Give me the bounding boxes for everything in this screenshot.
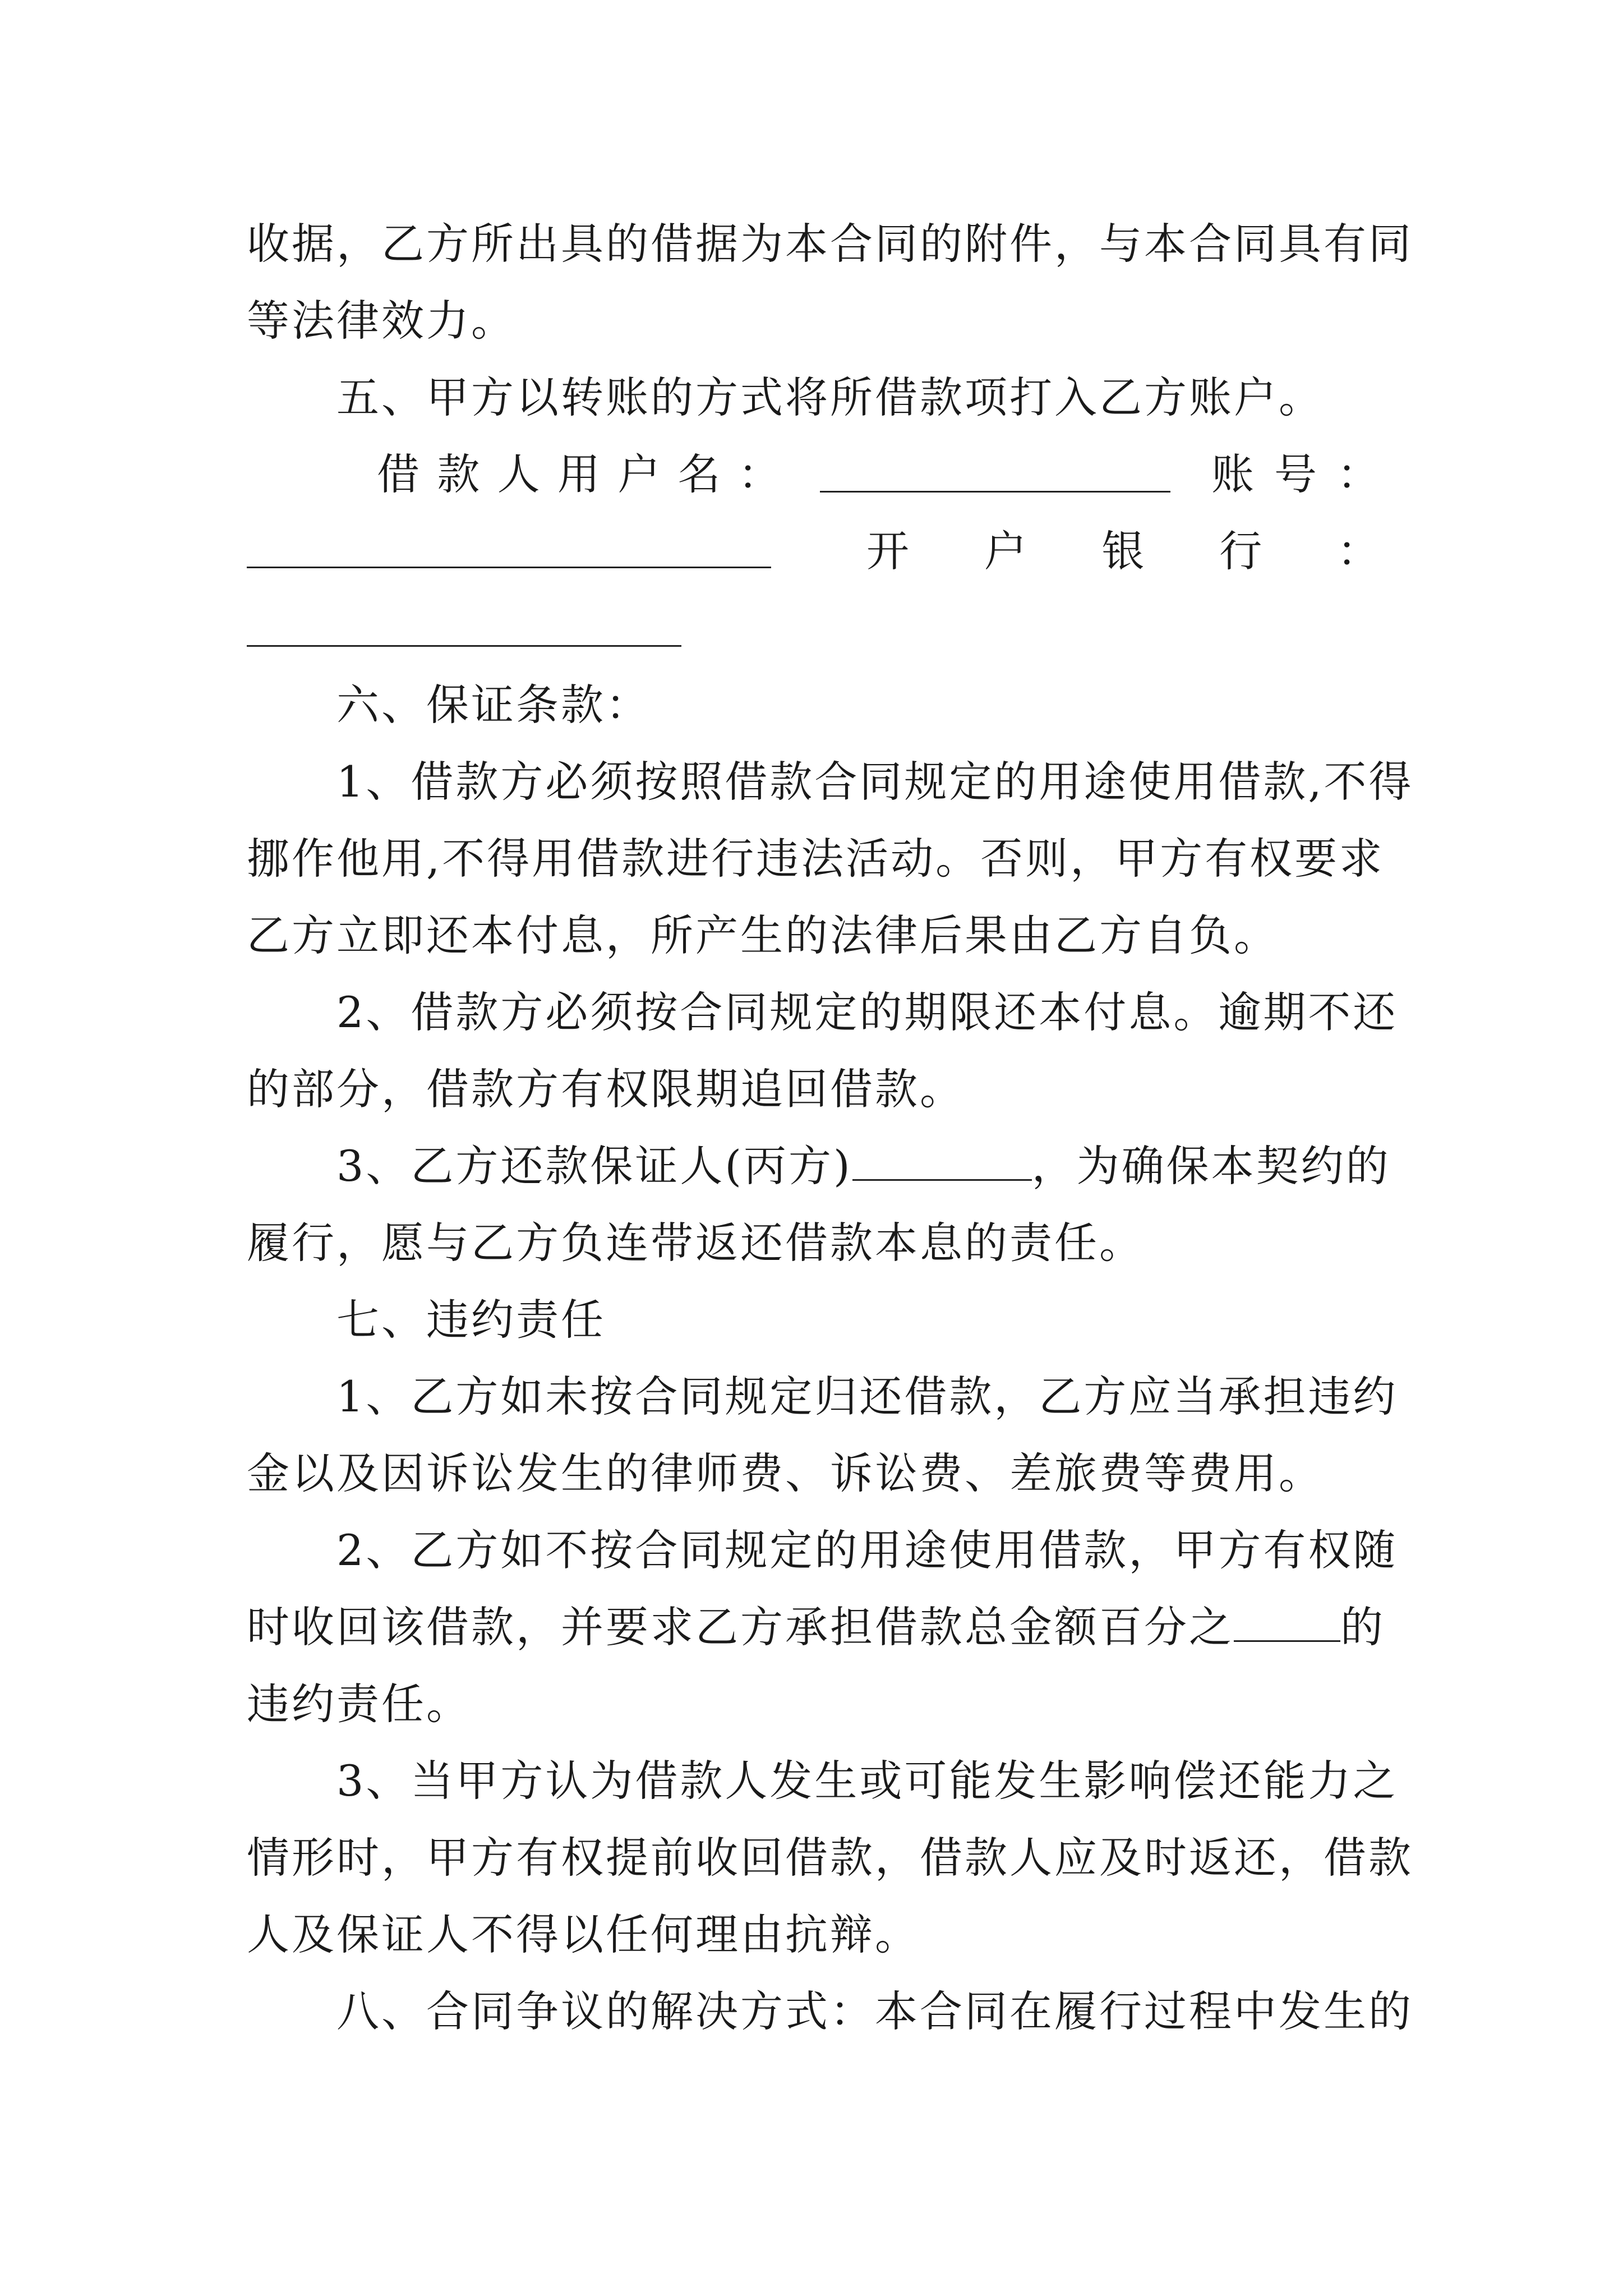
paragraph-line: 情形时，甲方有权提前收回借款，借款人应及时返还，借款 <box>247 1833 1413 1883</box>
section-six-heading: 六、保证条款： <box>336 680 651 730</box>
section-seven-item-1: 1、乙方如未按合同规定归还借款，乙方应当承担违约 <box>336 1372 1398 1421</box>
guarantor-blank[interactable] <box>852 1144 1032 1181</box>
borrower-username-label: 借 款 人 用 户 名 ： <box>377 449 781 499</box>
section-eight: 八、合同争议的解决方式：本合同在履行过程中发生的 <box>336 1986 1413 2036</box>
section-seven-heading: 七、违约责任 <box>336 1295 606 1345</box>
account-number-blank[interactable] <box>247 567 771 568</box>
paragraph-line: 人及保证人不得以任何理由抗辩。 <box>247 1910 920 1959</box>
section-six-item-3: 3、乙方还款保证人(丙方) ，为确保本契约的 <box>336 1141 1391 1191</box>
section-six-item-1: 1、借款方必须按照借款合同规定的用途使用借款,不得 <box>336 757 1414 807</box>
section-six-item-2: 2、借款方必须按合同规定的期限还本付息。逾期不还 <box>336 987 1398 1037</box>
borrower-username-blank[interactable] <box>820 491 1170 493</box>
percentage-blank[interactable] <box>1234 1605 1340 1642</box>
paragraph-line: 的部分，借款方有权限期追回借款。 <box>247 1064 965 1114</box>
paragraph-line: 履行，愿与乙方负连带返还借款本息的责任。 <box>247 1218 1144 1268</box>
paragraph-line: 时收回该借款，并要求乙方承担借款总金额百分之 的 <box>247 1602 1385 1652</box>
paragraph-line: 违约责任。 <box>247 1679 471 1729</box>
paragraph-line: 等法律效力。 <box>247 296 516 346</box>
section-seven-item-2: 2、乙方如不按合同规定的用途使用借款，甲方有权随 <box>336 1525 1398 1575</box>
paragraph-line: 乙方立即还本付息，所产生的法律后果由乙方自负。 <box>247 910 1279 960</box>
paragraph-line: 金以及因诉讼发生的律师费、诉讼费、差旅费等费用。 <box>247 1448 1324 1498</box>
paragraph-line: 挪作他用,不得用借款进行违法活动。否则，甲方有权要求 <box>247 834 1385 884</box>
bank-blank[interactable] <box>247 645 681 647</box>
section-seven-item-3: 3、当甲方认为借款人发生或可能发生影响偿还能力之 <box>336 1756 1398 1806</box>
clause-five: 五、甲方以转账的方式将所借款项打入乙方账户。 <box>336 372 1324 422</box>
paragraph-line: 收据，乙方所出具的借据为本合同的附件，与本合同具有同 <box>247 219 1413 269</box>
bank-label: 开 户 银 行 ： <box>866 526 1380 576</box>
account-number-label: 账 号 ： <box>1211 449 1380 499</box>
